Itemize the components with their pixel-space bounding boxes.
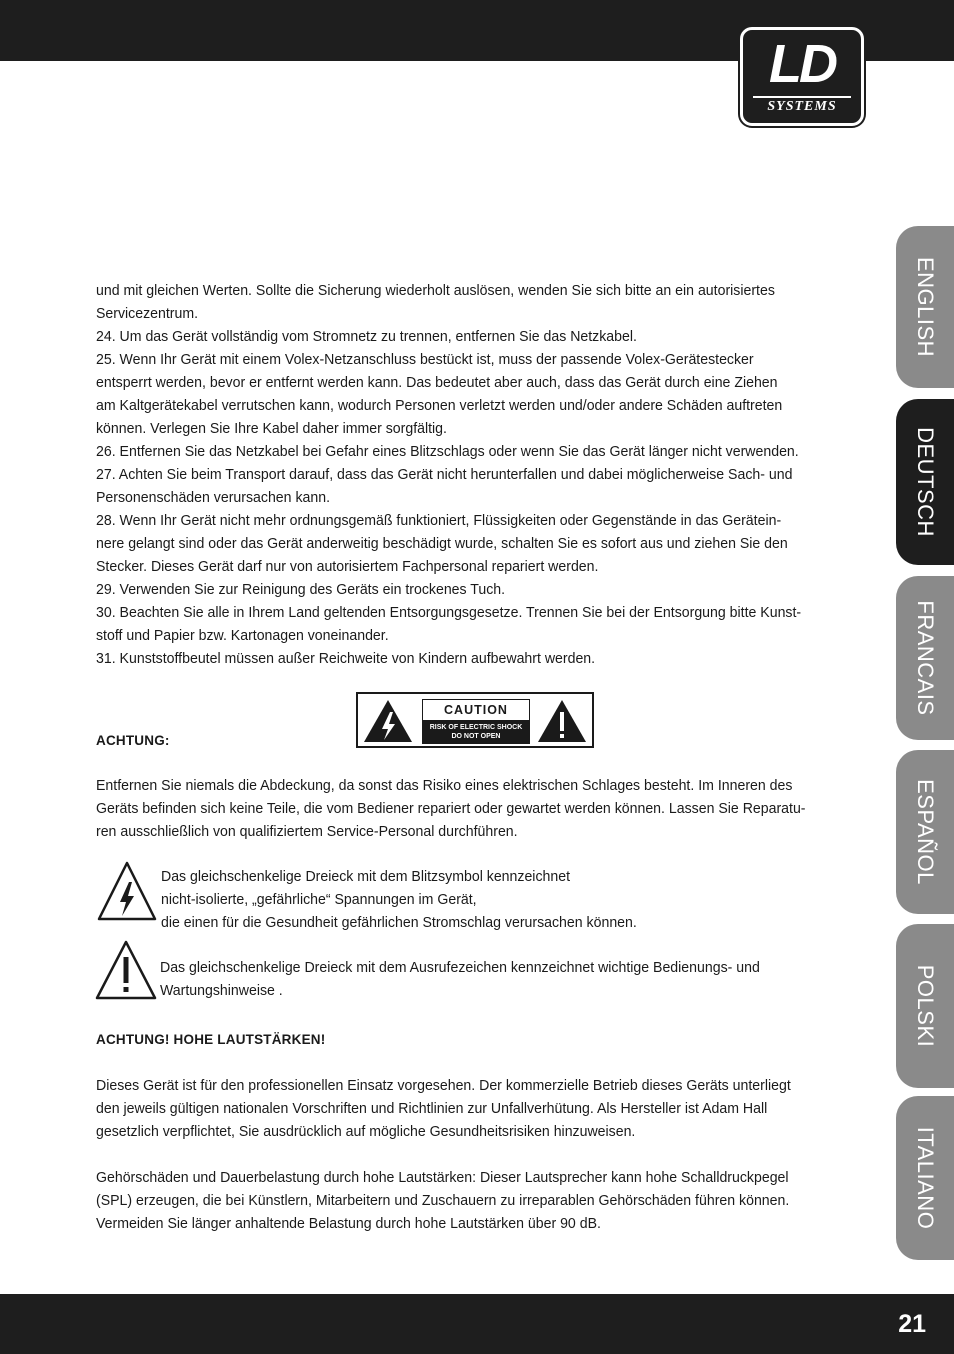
lightning-symbol-text [161,865,925,934]
caution-sub-line: RISK OF ELECTRIC SHOCK [429,724,523,731]
body-line: 30. Beachten Sie alle in Ihrem Land geltenden Entsorgungsgesetze. Trennen Sie bei der Entsorgung bitte Kunst- [96,604,802,621]
volume-line: gesetzlich verpflichtet, Sie ausdrücklich auf mögliche Gesundheitsrisiken hinzuweisen. [96,1123,636,1140]
caution-title: CAUTION [444,703,508,717]
tab-label: FRANCAIS [913,600,938,716]
tab-label: POLSKI [913,964,938,1048]
body-line: und mit gleichen Werten. Sollte die Sicherung wiederholt auslösen, wenden Sie sich bitte an ein autorisiertes [96,282,775,299]
tab-polski[interactable] [896,924,954,1088]
body-line: 27. Achten Sie beim Transport darauf, dass das Gerät nicht herunterfallen und dabei möglicherweise Sach- und [96,466,793,483]
symbol-line: nicht-isolierte, „gefährliche“ Spannungen im Gerät, [161,891,477,908]
volume-line: Vermeiden Sie länger anhaltende Belastung durch hohe Lautstärken über 90 dB. [96,1215,601,1232]
tab-label: DEUTSCH [913,427,938,537]
lightning-warning-icon [362,698,414,744]
symbol-line: Wartungshinweise . [160,982,283,999]
lightning-triangle-icon [96,860,158,922]
volume-line: (SPL) erzeugen, die bei Künstlern, Mitarbeitern und Zuschauern zu irreparablen Gehörschäden führen können. [96,1192,790,1209]
volume-warning-paragraph-2 [96,1166,860,1235]
volume-warning-paragraph-1 [96,1074,860,1143]
body-line: 26. Entfernen Sie das Netzkabel bei Gefahr eines Blitzschlags oder wenn Sie das Gerät länger nicht verwenden. [96,443,799,460]
warning-heading: ACHTUNG: [96,733,170,748]
body-line: 25. Wenn Ihr Gerät mit einem Volex-Netzanschluss bestückt ist, muss der passende Volex-Gerätestecker [96,351,754,368]
body-line: nere gelangt sind oder das Gerät anderweitig beschädigt wurde, schalten Sie es sofort aus und ziehen Sie den [96,535,788,552]
body-line: 24. Um das Gerät vollständig vom Stromnetz zu trennen, entfernen Sie das Netzkabel. [96,328,637,345]
caution-sub-line: DO NOT OPEN [451,733,501,740]
tab-francais[interactable] [896,576,954,740]
warning-line: Entfernen Sie niemals die Abdeckung, da sonst das Risiko eines elektrischen Schlages besteht. Im Inneren des [96,777,793,794]
caution-subtitle [422,720,530,744]
volume-warning-heading: ACHTUNG! HOHE LAUTSTÄRKEN! [96,1032,326,1047]
safety-instructions [96,279,860,670]
symbol-line: Das gleichschenkelige Dreieck mit dem Ausrufezeichen kennzeichnet wichtige Bedienungs- und [160,959,760,976]
body-line: Personenschäden verursachen kann. [96,489,330,506]
symbol-line: Das gleichschenkelige Dreieck mit dem Blitzsymbol kennzeichnet [161,868,571,885]
body-line: entsperrt werden, bevor er entfernt werden kann. Das bedeutet aber auch, dass das Gerät durch eine Ziehen [96,374,778,391]
exclamation-triangle-icon [94,939,158,1001]
body-line: können. Verlegen Sie Ihre Kabel daher immer sorgfältig. [96,420,447,437]
warning-line: ren ausschließlich von qualifiziertem Service-Personal durchführen. [96,823,518,840]
body-line: am Kaltgerätekabel verrutschen kann, wodurch Personen verletzt werden und/oder andere Schäden auftreten [96,397,783,414]
warning-paragraph [96,774,860,843]
body-line: 31. Kunststoffbeutel müssen außer Reichweite von Kindern aufbewahrt werden. [96,650,596,667]
warning-line: Geräts befinden sich keine Teile, die vom Bediener repariert oder gewartet werden können. Lassen Sie Reparatu- [96,800,806,817]
ld-systems-logo [740,27,864,126]
body-line: Stecker. Dieses Gerät darf nur von autorisiertem Fachpersonal repariert werden. [96,558,599,575]
tab-english[interactable] [896,226,954,388]
exclamation-symbol-text [160,956,924,1002]
body-line: 28. Wenn Ihr Gerät nicht mehr ordnungsgemäß funktioniert, Flüssigkeiten oder Gegenstände in das Gerätein- [96,512,782,529]
body-line: Servicezentrum. [96,305,199,322]
footer-bar [0,1294,954,1354]
tab-deutsch[interactable] [896,399,954,565]
tab-label: ENGLISH [913,256,938,358]
volume-line: Dieses Gerät ist für den professionellen Einsatz vorgesehen. Der kommerzielle Betrieb dieses Geräts unterliegt [96,1077,791,1094]
page-number: 21 [898,1310,926,1338]
symbol-line: die einen für die Gesundheit gefährlichen Stromschlag verursachen können. [161,914,637,931]
logo-main-text: LD [769,34,835,94]
exclamation-warning-icon [536,698,588,744]
tab-label: ESPAÑOL [913,779,938,885]
volume-line: Gehörschäden und Dauerbelastung durch hohe Lautstärken: Dieser Lautsprecher kann hohe Schalldruckpegel [96,1169,789,1186]
tab-italiano[interactable] [896,1096,954,1260]
caution-label [356,692,594,748]
body-line: 29. Verwenden Sie zur Reinigung des Geräts ein trockenes Tuch. [96,581,506,598]
logo-sub-text: SYSTEMS [753,96,851,115]
body-line: stoff und Papier bzw. Kartonagen voneinander. [96,627,389,644]
caution-panel [422,699,530,743]
tab-label: ITALIANO [913,1126,938,1230]
volume-line: den jeweils gültigen nationalen Vorschriften und Richtlinien zur Unfallverhütung. Als Hersteller ist Adam Hall [96,1100,768,1117]
